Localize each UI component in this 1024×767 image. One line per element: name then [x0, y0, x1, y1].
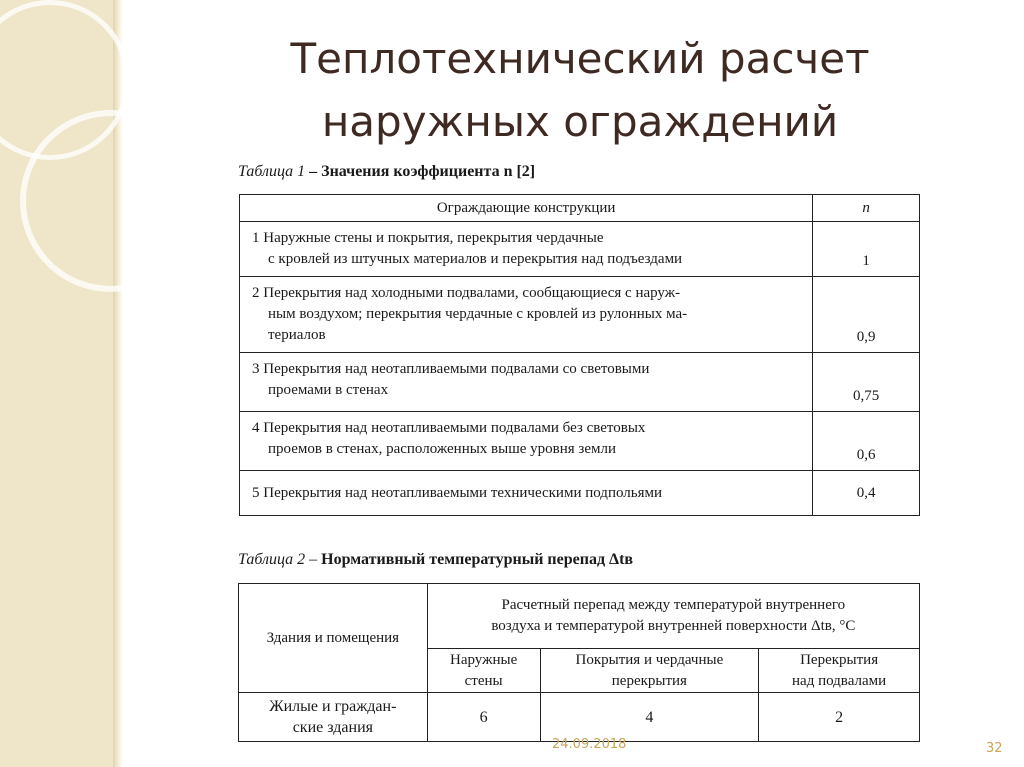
- table-row: [240, 412, 920, 471]
- row-value: 1: [862, 253, 870, 269]
- row-text: проемов в стенах, расположенных выше уровня земли: [268, 441, 617, 457]
- row-value: 0,75: [853, 388, 880, 404]
- header-line: Покрытия и чердачные: [575, 651, 724, 668]
- group-header-line: Расчетный перепад между температурой внутреннего: [501, 597, 846, 613]
- header-cell: [427, 649, 540, 693]
- row-text: 2 Перекрытия над холодными подвалами, сообщающиеся с наруж-: [252, 285, 681, 301]
- table2-caption: [238, 550, 633, 570]
- temperature-difference-table: [238, 583, 920, 742]
- table-row: [240, 471, 920, 516]
- table-header-row: [240, 195, 920, 222]
- header-cell: n: [813, 195, 920, 222]
- header-cell: [759, 649, 920, 693]
- row-value: 0,9: [856, 329, 876, 345]
- header-line: перекрытия: [611, 672, 687, 689]
- header-line: Перекрытия: [800, 651, 879, 668]
- header-cell: Ограждающие конструкции: [240, 195, 813, 222]
- table-row: [239, 693, 920, 742]
- group-header-cell: [427, 584, 919, 649]
- table1-caption-text: – Значения коэффициента n [2]: [309, 163, 536, 180]
- row-text: ным воздухом; перекрытия чердачные с кровлей из рулонных ма-: [268, 306, 688, 322]
- table2-caption-dash: –: [309, 551, 318, 568]
- row-label-line: ские здания: [292, 719, 373, 736]
- row-text: проемами в стенах: [268, 382, 389, 398]
- row-text: с кровлей из штучных материалов и перекрытия над подъездами: [268, 251, 683, 267]
- row-text: 1 Наружные стены и покрытия, перекрытия чердачные: [252, 230, 604, 246]
- table-header-row: [239, 584, 920, 649]
- row-text: 4 Перекрытия над неотапливаемыми подвалами без световых: [252, 420, 646, 436]
- row-text: 5 Перекрытия над неотапливаемыми техническими подпольями: [252, 484, 663, 501]
- table-row: [240, 277, 920, 353]
- header-cell: [540, 649, 759, 693]
- row-value: 0,6: [856, 447, 876, 463]
- row-label-line: Жилые и граждан-: [269, 698, 397, 715]
- table2-caption-text: Нормативный температурный перепад Δtв: [321, 551, 634, 568]
- row-value: 6: [427, 693, 540, 742]
- table1-caption: [238, 162, 535, 182]
- header-cell: Здания и помещения: [239, 584, 428, 693]
- table1-caption-label: Таблица 1: [238, 163, 306, 180]
- page-number: 32: [986, 741, 1003, 756]
- slide-title-line2: наружных ограждений: [321, 97, 839, 146]
- row-value: 4: [540, 693, 759, 742]
- table-row: [240, 222, 920, 277]
- header-line: Наружные: [450, 651, 518, 668]
- table-row: [240, 353, 920, 412]
- group-header-line: воздуха и температурой внутренней поверхности Δtв, °С: [491, 618, 856, 634]
- header-line: стены: [464, 672, 503, 689]
- row-value: 2: [759, 693, 920, 742]
- slide-date: 24.09.2018: [552, 737, 627, 752]
- row-value: 0,4: [856, 484, 876, 501]
- row-text: териалов: [268, 327, 326, 343]
- header-line: над подвалами: [792, 672, 887, 689]
- coefficient-table: [239, 194, 920, 516]
- row-text: 3 Перекрытия над неотапливаемыми подвалами со световыми: [252, 361, 650, 377]
- table2-caption-label: Таблица 2: [238, 551, 306, 568]
- row-label: [239, 693, 428, 742]
- slide-title-line1: Теплотехнический расчет: [290, 34, 870, 83]
